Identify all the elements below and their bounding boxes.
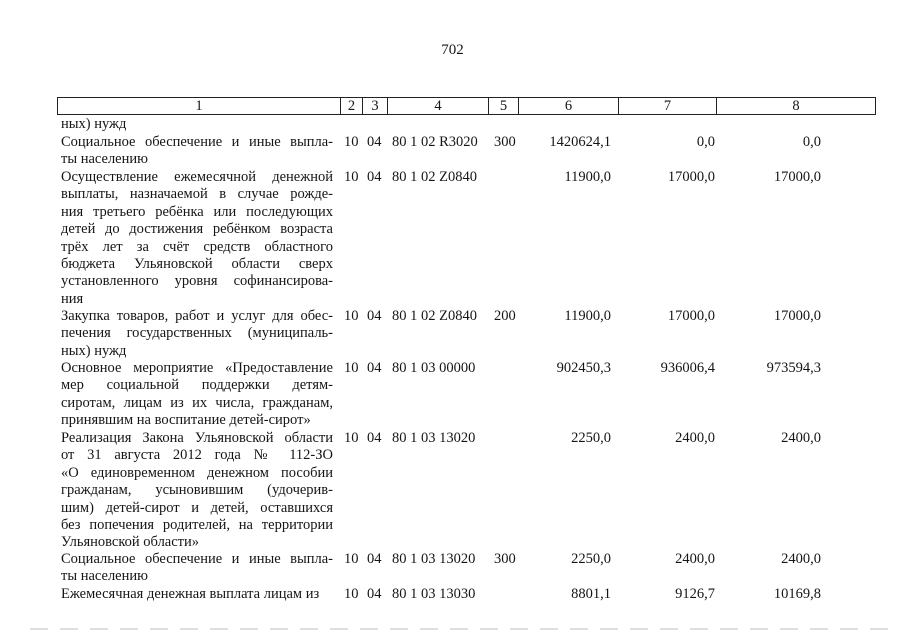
header-col-7: 7	[619, 98, 717, 114]
row-name-line: от 31 августа 2012 года № 112-ЗО	[61, 447, 333, 464]
row-name-line: ния	[61, 290, 84, 307]
page-number: 702	[441, 42, 464, 58]
row-expense-type: 300	[494, 551, 516, 567]
row-amount-col8: 2400,0	[781, 551, 821, 567]
row-name-line: ных) нужд	[61, 116, 127, 132]
row-name	[61, 586, 333, 603]
row-section: 10	[344, 169, 359, 185]
scan-artifact-line	[30, 628, 890, 630]
row-section: 10	[344, 134, 359, 150]
row-amount-col8: 0,0	[802, 134, 821, 150]
row-name	[61, 169, 333, 308]
row-name-line: детей до достижения ребёнком возраста	[61, 221, 333, 238]
row-name-line: выплаты, назначаемой в случае рожде-	[61, 186, 333, 203]
row-amount-col8: 17000,0	[773, 308, 821, 324]
row-amount-col6: 11900,0	[564, 169, 611, 185]
row-name-line: сиротам, лицам из их числа, гражданам,	[61, 394, 333, 411]
row-amount-col7: 17000,0	[667, 308, 715, 324]
row-name-line: Основное мероприятие «Предоставление	[61, 360, 333, 376]
row-name-line: Реализация Закона Ульяновской области	[61, 430, 333, 446]
row-section: 10	[344, 430, 359, 446]
row-subsection: 04	[367, 586, 382, 602]
row-target-article: 80 1 03 13020	[392, 551, 476, 567]
row-amount-col8: 973594,3	[766, 360, 821, 376]
row-name-line: Ульяновской области»	[61, 534, 200, 551]
row-section: 10	[344, 586, 359, 602]
row-amount-col8: 10169,8	[773, 586, 821, 602]
row-subsection: 04	[367, 430, 382, 446]
row-name-line: ты населению	[61, 151, 148, 168]
row-amount-col8: 17000,0	[773, 169, 821, 185]
row-name-line: принявшим на воспитание детей-сирот»	[61, 412, 311, 429]
row-amount-col6: 2250,0	[571, 551, 611, 567]
row-name-line: Социальное обеспечение и иные выпла-	[61, 551, 333, 567]
header-col-5: 5	[489, 98, 519, 114]
row-name-line: Закупка товаров, работ и услуг для обес-	[61, 308, 333, 324]
row-amount-col7: 936006,4	[660, 360, 715, 376]
row-subsection: 04	[367, 169, 382, 185]
row-target-article: 80 1 02 Z0840	[392, 169, 477, 185]
row-name-line: установленного уровня софинансирова-	[61, 273, 333, 290]
row-amount-col7: 0,0	[696, 134, 715, 150]
row-name-line: шим) детей-сирот и детей, оставшихся	[61, 499, 333, 516]
row-name	[61, 134, 333, 169]
row-name-line: Социальное обеспечение и иные выпла-	[61, 134, 333, 150]
row-target-article: 80 1 03 00000	[392, 360, 476, 376]
row-name-line: ты населению	[61, 568, 148, 585]
header-col-4: 4	[388, 98, 489, 114]
row-section: 10	[344, 551, 359, 567]
row-name	[61, 116, 333, 133]
row-amount-col6: 8801,1	[571, 586, 611, 602]
row-name-line: «О единовременном денежном пособии	[61, 464, 333, 481]
row-name	[61, 360, 333, 430]
row-name-line: бюджета Ульяновской области сверх	[61, 256, 333, 273]
row-subsection: 04	[367, 308, 382, 324]
row-subsection: 04	[367, 551, 382, 567]
row-amount-col6: 902450,3	[556, 360, 611, 376]
table-header	[57, 97, 876, 115]
row-target-article: 80 1 03 13020	[392, 430, 476, 446]
row-name-line: гражданам, усыновившим (удочерив-	[61, 482, 333, 499]
header-col-6: 6	[519, 98, 619, 114]
row-name	[61, 308, 333, 360]
row-amount-col6: 1420624,1	[549, 134, 611, 150]
header-col-3: 3	[363, 98, 388, 114]
row-amount-col8: 2400,0	[781, 430, 821, 446]
row-subsection: 04	[367, 134, 382, 150]
row-amount-col7: 2400,0	[675, 551, 715, 567]
row-name	[61, 430, 333, 552]
row-name-line: ных) нужд	[61, 342, 127, 359]
row-subsection: 04	[367, 360, 382, 376]
row-target-article: 80 1 02 Z0840	[392, 308, 477, 324]
row-name-line: Осуществление ежемесячной денежной	[61, 169, 333, 185]
header-col-2: 2	[341, 98, 363, 114]
row-name-line: Ежемесячная денежная выплата лицам из	[61, 586, 320, 602]
row-amount-col7: 9126,7	[675, 586, 715, 602]
row-name-line: печения государственных (муниципаль-	[61, 325, 333, 342]
row-section: 10	[344, 308, 359, 324]
header-col-8: 8	[792, 98, 800, 114]
row-amount-col6: 11900,0	[564, 308, 611, 324]
row-name-line: без попечения родителей, на территории	[61, 517, 333, 534]
row-name	[61, 551, 333, 586]
row-target-article: 80 1 03 13030	[392, 586, 476, 602]
row-amount-col7: 2400,0	[675, 430, 715, 446]
row-expense-type: 300	[494, 134, 516, 150]
row-amount-col6: 2250,0	[571, 430, 611, 446]
row-section: 10	[344, 360, 359, 376]
row-amount-col7: 17000,0	[667, 169, 715, 185]
row-name-line: мер социальной поддержки детям-	[61, 377, 333, 394]
row-target-article: 80 1 02 R3020	[392, 134, 478, 150]
header-col-1: 1	[58, 98, 341, 114]
row-name-line: трёх лет за счёт средств областного	[61, 238, 333, 255]
row-expense-type: 200	[494, 308, 516, 324]
row-name-line: ния третьего ребёнка или последующих	[61, 203, 333, 220]
